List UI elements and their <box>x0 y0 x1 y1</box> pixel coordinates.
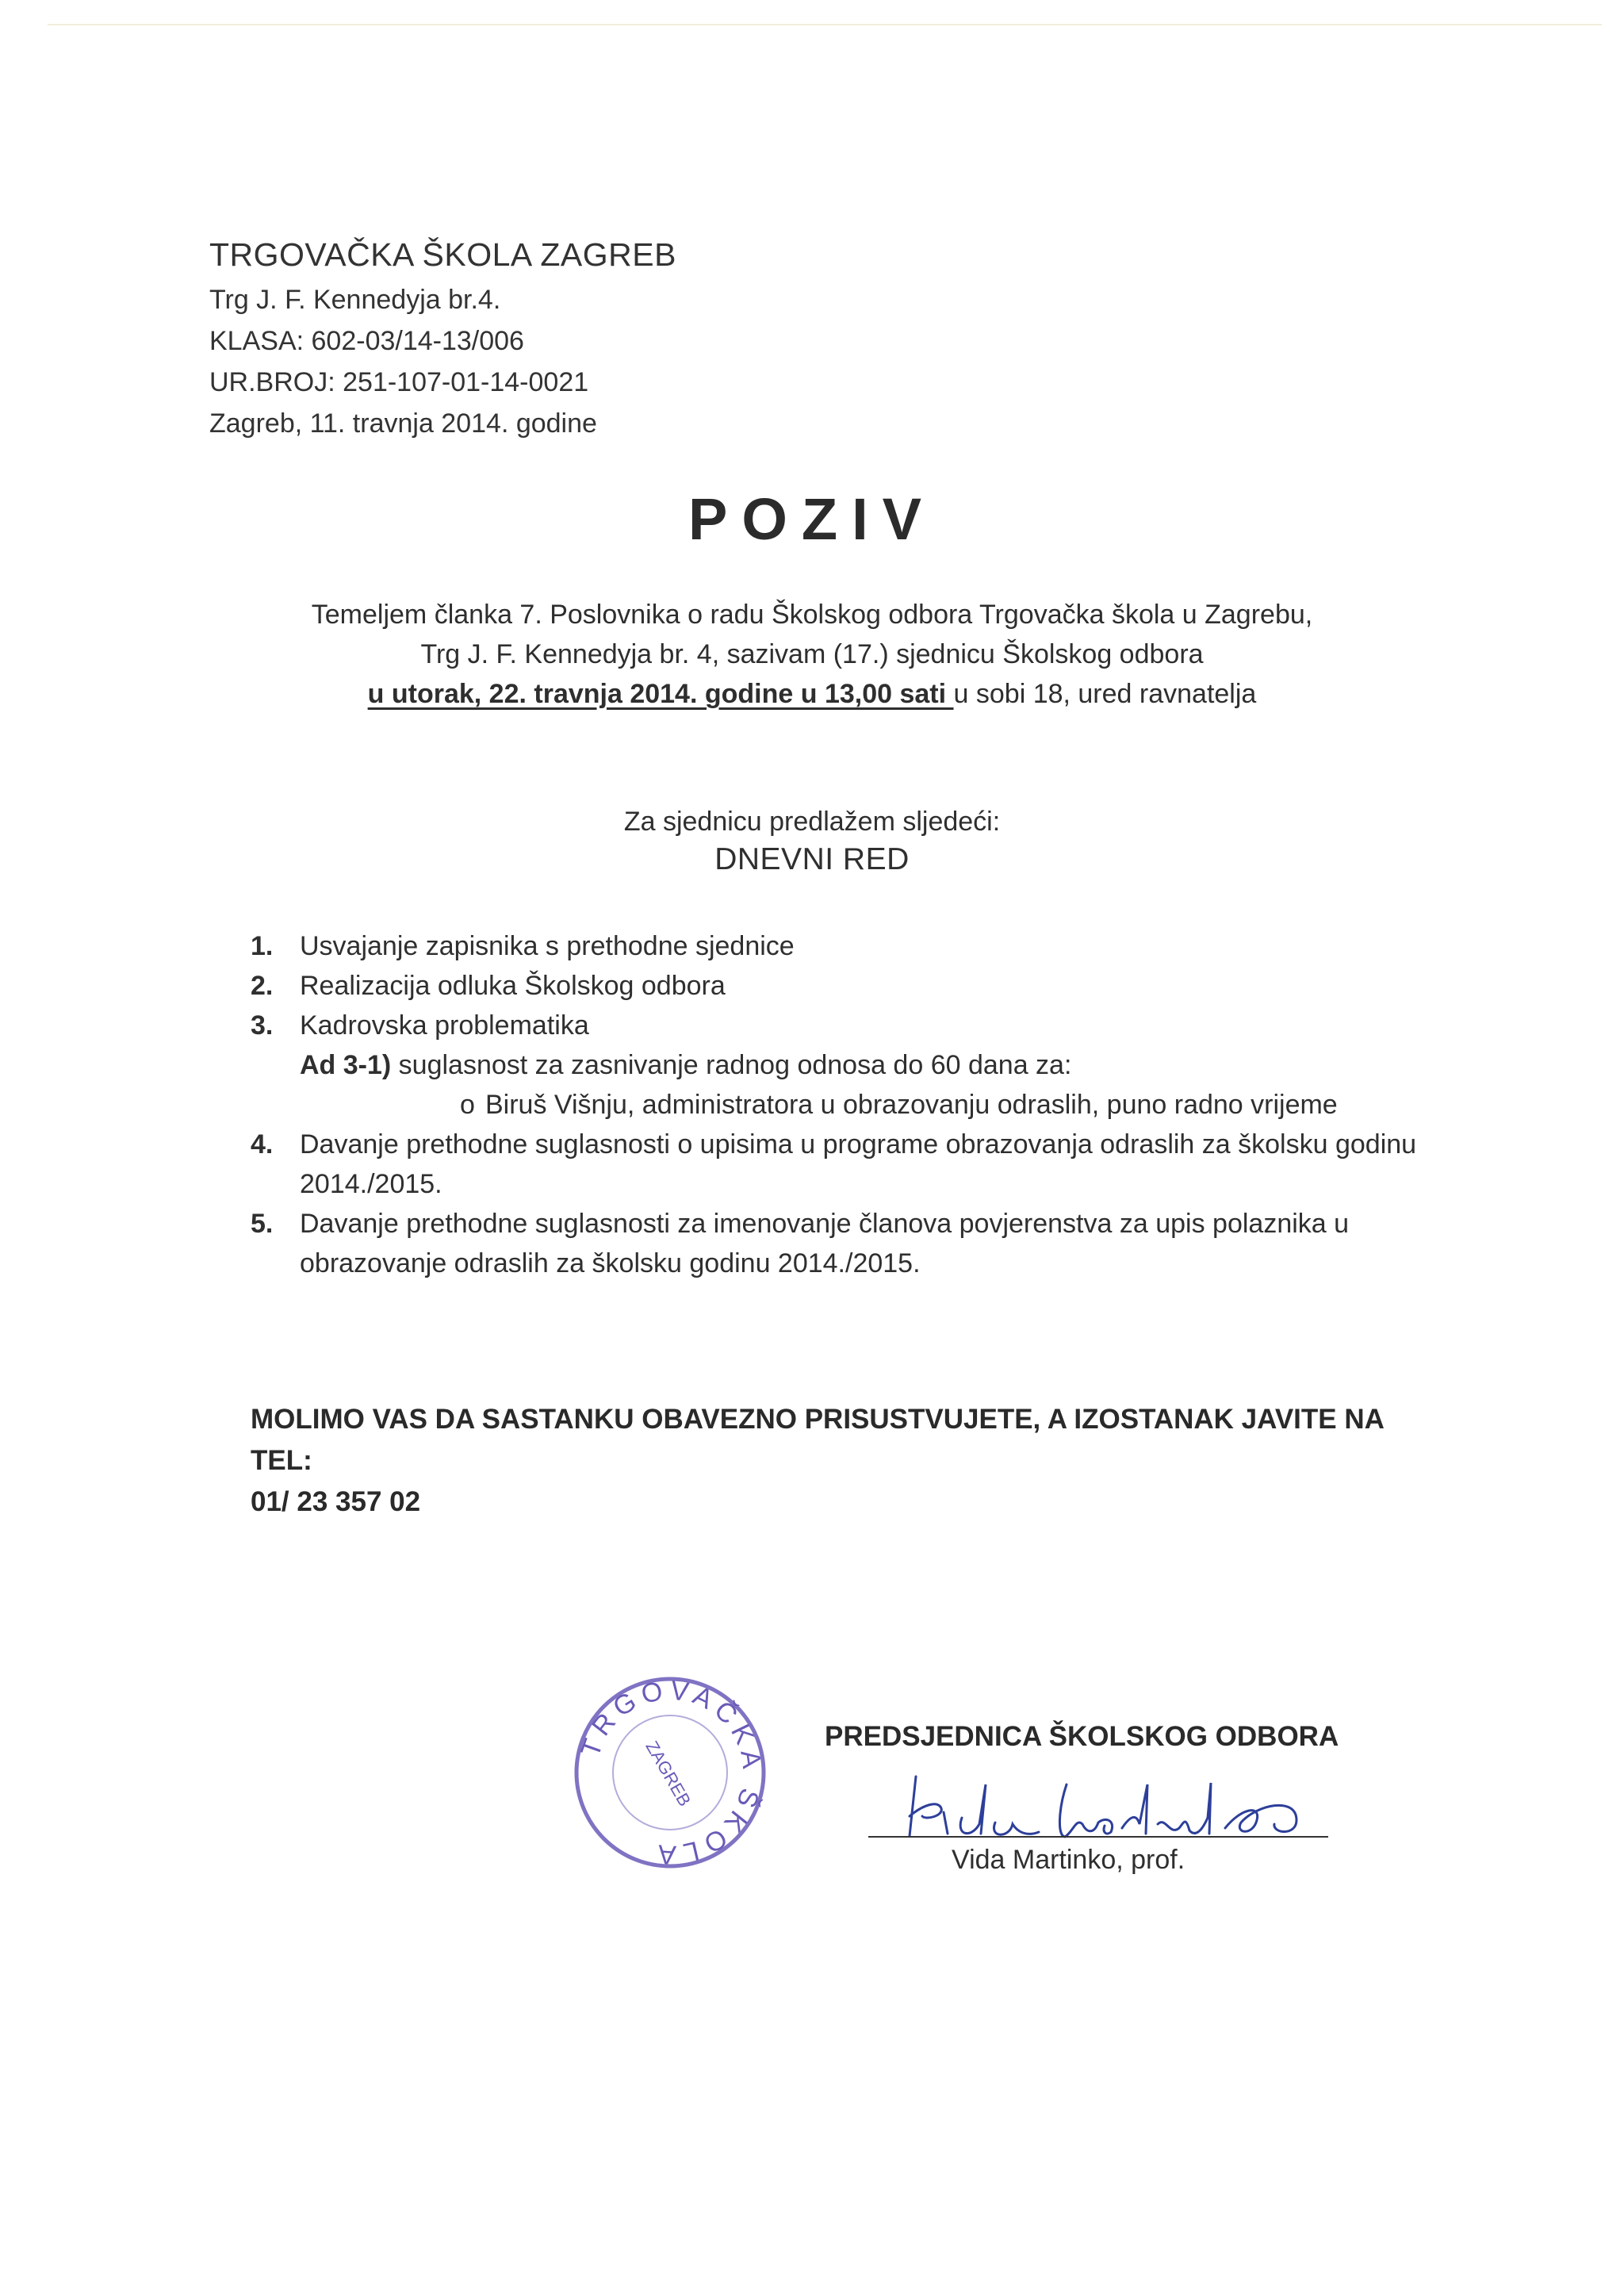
document-title: POZIV <box>688 486 936 552</box>
signature-line <box>868 1836 1328 1838</box>
agenda-item <box>251 926 1432 966</box>
school-address: Trg J. F. Kennedyja br.4. <box>209 285 501 315</box>
agenda-item <box>251 966 1432 1006</box>
agenda-item-text: Realizacija odluka Školskog odbora <box>300 971 726 1001</box>
agenda-item-text: Davanje prethodne suglasnosti o upisima u programe obrazovanja odraslih za školsku godinu 2014./2015. <box>300 1129 1417 1199</box>
document-header <box>209 230 676 444</box>
stamp-outer-text: TRGOVAČKA ŠKOLA <box>575 1675 768 1870</box>
intro-line-1: Temeljem članka 7. Poslovnika o radu Školskog odbora Trgovačka škola u Zagrebu, <box>311 600 1313 630</box>
klasa-number: KLASA: 602-03/14-13/006 <box>209 326 524 356</box>
top-edge-line <box>48 24 1602 25</box>
intro-line-2: Trg J. F. Kennedyja br. 4, sazivam (17.) sjednicu Školskog odbora <box>420 639 1204 669</box>
agenda-subitem <box>251 1045 1432 1085</box>
signature-block <box>825 1721 1380 1875</box>
agenda-item-number: 2. <box>251 971 274 1001</box>
agenda-item-number: 5. <box>251 1209 274 1239</box>
agenda-list <box>251 926 1432 1283</box>
subitem-text: suglasnost za zasnivanje radnog odnosa do 60 dana za: <box>391 1050 1072 1080</box>
agenda-intro: Za sjednicu predlažem sljedeći: <box>623 807 1001 837</box>
notice-phone: 01/ 23 357 02 <box>251 1486 421 1517</box>
urbroj-number: UR.BROJ: 251-107-01-14-0021 <box>209 367 589 397</box>
meeting-location: u sobi 18, ured ravnatelja <box>953 679 1257 709</box>
agenda-item-number: 3. <box>251 1010 274 1041</box>
school-name: TRGOVAČKA ŠKOLA ZAGREB <box>209 236 676 273</box>
agenda-item <box>251 1125 1432 1204</box>
attendance-notice <box>251 1399 1432 1523</box>
agenda-item-text: Usvajanje zapisnika s prethodne sjednice <box>300 931 795 961</box>
agenda-item <box>251 1006 1432 1045</box>
bullet-circle-icon: o <box>460 1090 475 1120</box>
school-stamp <box>571 1673 769 1872</box>
agenda-item-number: 1. <box>251 931 274 961</box>
signature-title: PREDSJEDNICA ŠKOLSKOG ODBORA <box>825 1721 1339 1752</box>
stamp-inner-text: ZAGREB <box>642 1737 695 1810</box>
handwritten-signature-icon <box>868 1761 1408 1848</box>
signatory-name: Vida Martinko, prof. <box>952 1845 1185 1875</box>
agenda-item <box>251 1204 1432 1283</box>
agenda-item-number: 4. <box>251 1129 274 1159</box>
notice-line-1: MOLIMO VAS DA SASTANKU OBAVEZNO PRISUSTVUJETE, A IZOSTANAK JAVITE NA TEL: <box>251 1404 1384 1476</box>
document-date: Zagreb, 11. travnja 2014. godine <box>209 408 597 439</box>
meeting-date-time: u utorak, 22. travnja 2014. godine u 13,00 sati <box>367 679 954 709</box>
intro-paragraph <box>0 595 1624 714</box>
subitem-label: Ad 3-1) <box>300 1050 392 1080</box>
agenda-item-text: Kadrovska problematika <box>300 1010 589 1041</box>
intro-line-3 <box>0 674 1624 714</box>
agenda-item-text: Davanje prethodne suglasnosti za imenovanje članova povjerenstva za upis polaznika u obrazovanje odraslih za školsku godinu 2014./2015. <box>300 1209 1350 1278</box>
bullet-text: Biruš Višnju, administratora u obrazovanju odraslih, puno radno vrijeme <box>485 1090 1338 1120</box>
subitem-bullet <box>251 1085 1432 1125</box>
agenda-title: DNEVNI RED <box>714 842 910 876</box>
